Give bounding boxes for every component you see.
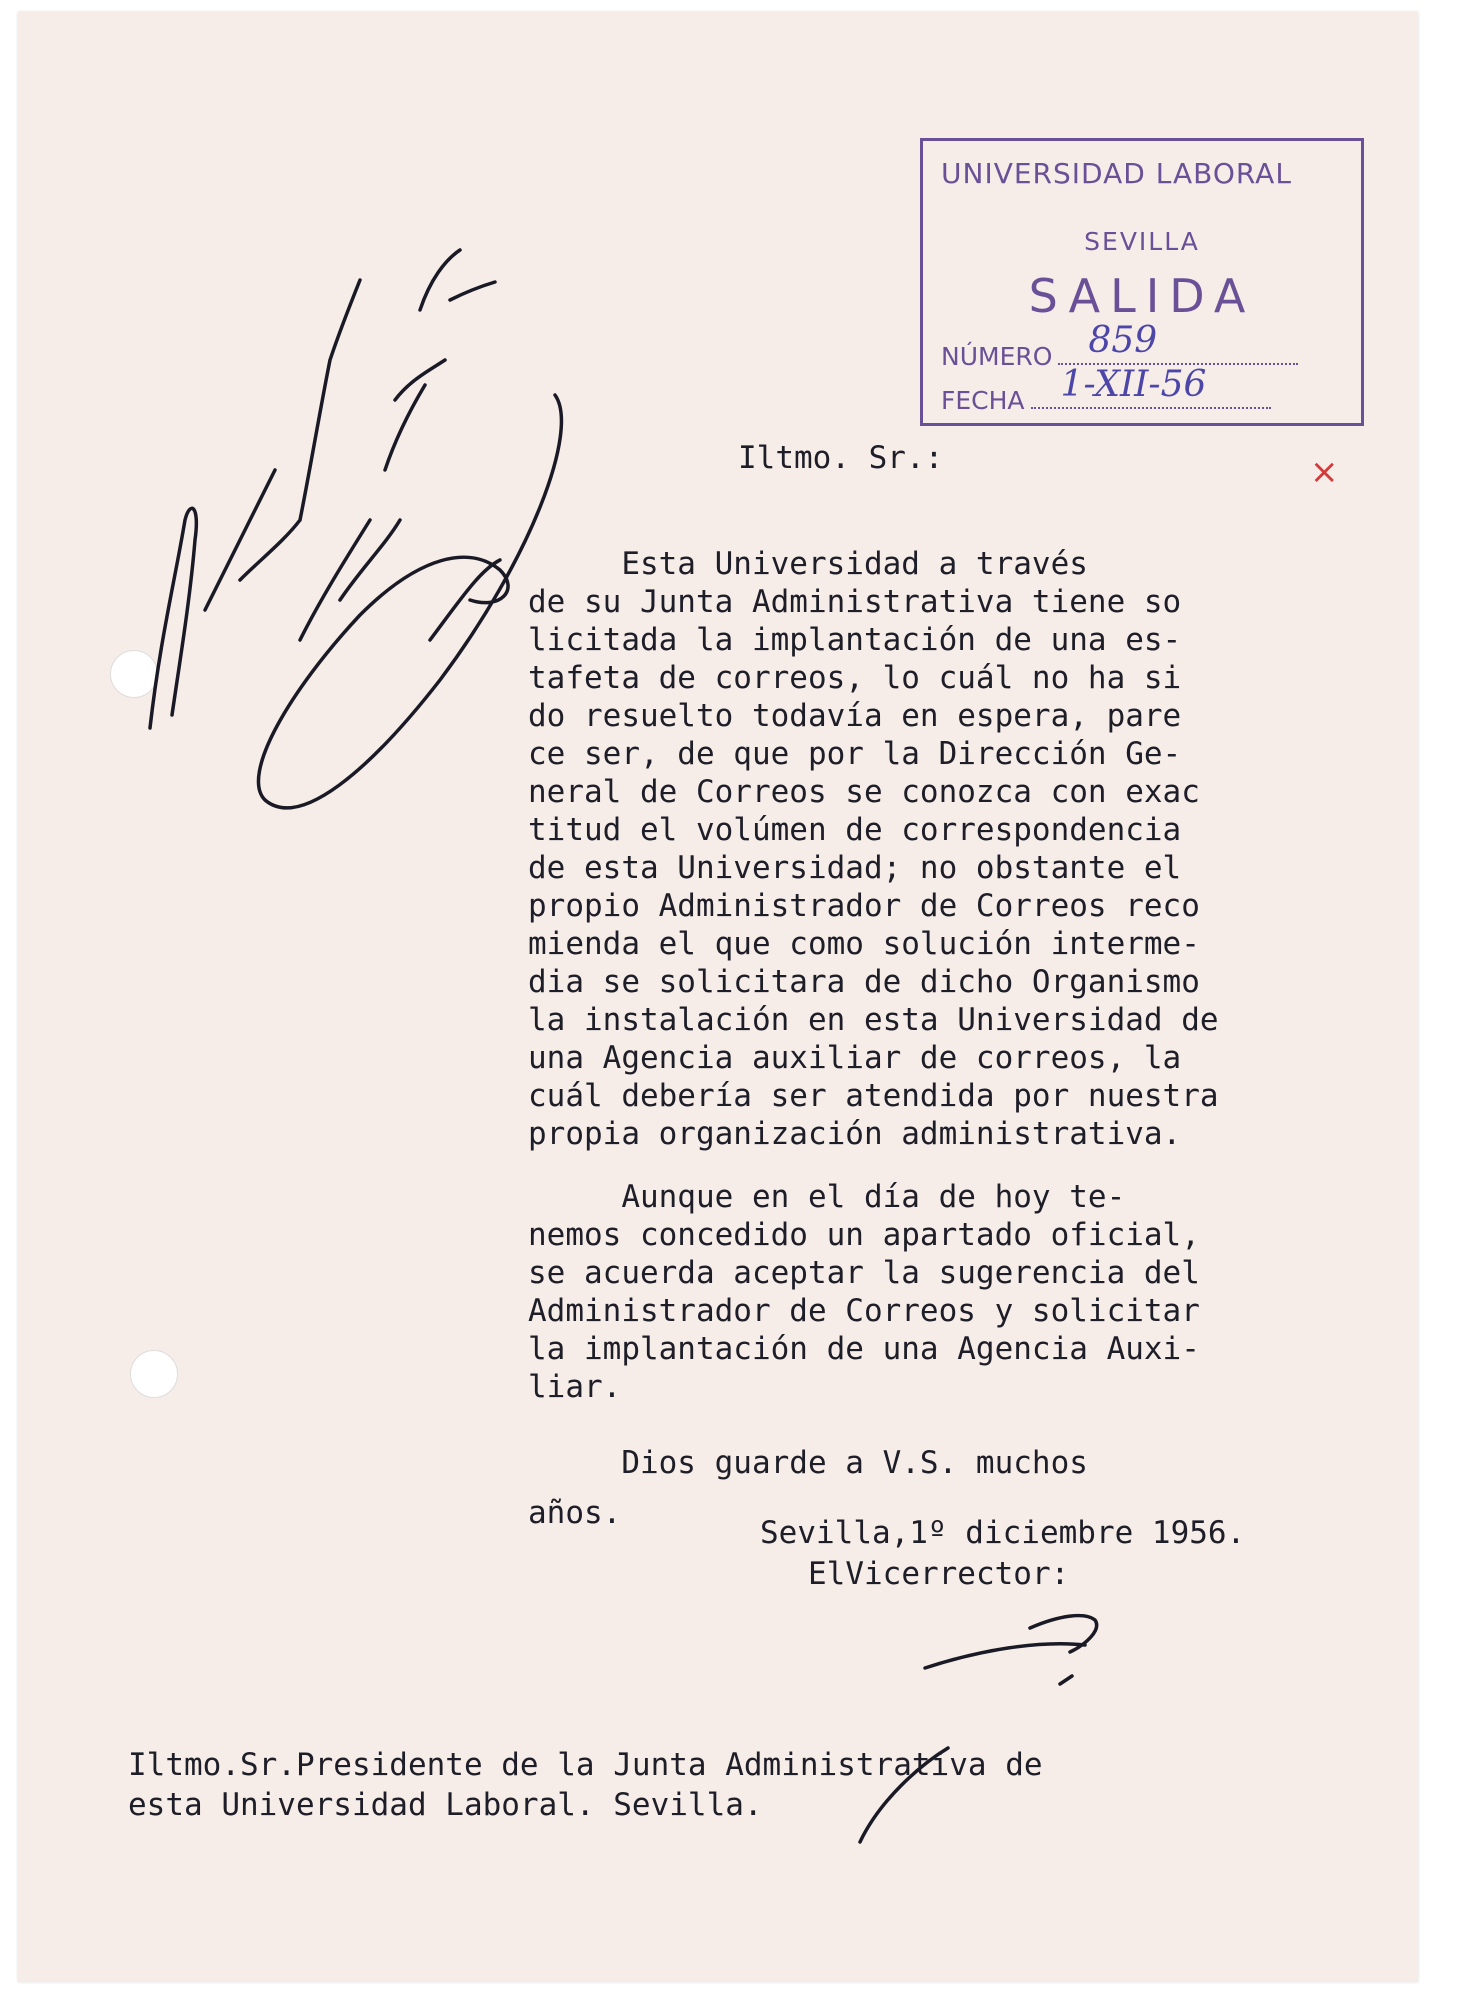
signature-stroke [1030,1616,1097,1652]
paragraph-line: Aunque en el día de hoy te- [528,1179,1126,1215]
paragraph-line: nemos concedido un apartado oficial, [528,1217,1200,1253]
paragraph-line: licitada la implantación de una es- [528,622,1182,658]
signature-stroke [925,1644,1085,1668]
margin-annotation-stroke [150,508,196,728]
addressee-line: esta Universidad Laboral. Sevilla. [128,1787,763,1823]
stamp-number-label: NÚMERO [941,342,1053,371]
salutation: Iltmo. Sr.: [738,440,944,476]
margin-annotation-stroke [420,250,495,310]
margin-annotation-stroke [205,280,360,610]
stamp-organization: UNIVERSIDAD LABORAL [941,157,1292,190]
paragraph-line: cuál debería ser atendida por nuestra [528,1078,1219,1114]
stamp-type: SALIDA [1028,269,1256,323]
paragraph-line: ce ser, de que por la Dirección Ge- [528,736,1182,772]
addressee [128,1745,1328,1825]
paragraph-line: neral de Correos se conozca con exac [528,774,1200,810]
stamp-number-value: 859 [1088,320,1158,361]
paragraph-line: una Agencia auxiliar de correos, la [528,1040,1182,1076]
paragraph-line: la implantación de una Agencia Auxi- [528,1331,1200,1367]
paragraph-2 [528,1178,1388,1406]
paragraph-line: dia se solicitara de dicho Organismo [528,964,1200,1000]
stamp-date-value: 1-XII-56 [1060,364,1207,405]
red-x-mark: × [1310,452,1339,492]
paragraph-line: tafeta de correos, lo cuál no ha si [528,660,1182,696]
paragraph-line: liar. [528,1369,622,1405]
closing-line: Dios guarde a V.S. muchos [528,1445,1088,1481]
paragraph-line: do resuelto todavía en espera, pare [528,698,1182,734]
addressee-line: Iltmo.Sr.Presidente de la Junta Administrativa de [128,1747,1043,1783]
stamp-date-label: FECHA [941,386,1025,415]
stamp-city: SEVILLA [1084,227,1200,256]
signature-stroke [1060,1676,1072,1684]
paragraph-line: de esta Universidad; no obstante el [528,850,1182,886]
place-date: Sevilla,1º diciembre 1956. [760,1515,1246,1551]
paragraph-1 [528,545,1388,1153]
margin-loop-stroke [258,395,561,808]
paragraph-line: Esta Universidad a través [528,546,1088,582]
paragraph-line: de su Junta Administrativa tiene so [528,584,1182,620]
paragraph-line: mienda el que como solución interme- [528,926,1200,962]
paragraph-line: se acuerda aceptar la sugerencia del [528,1255,1200,1291]
margin-flourish-stroke [430,560,500,640]
closing-line: años. [528,1495,622,1531]
paragraph-line: Administrador de Correos y solicitar [528,1293,1200,1329]
paragraph-line: titud el volúmen de correspondencia [528,812,1182,848]
paragraph-line: la instalación en esta Universidad de [528,1002,1219,1038]
signatory-title: ElVicerrector: [808,1556,1070,1592]
paragraph-line: propio Administrador de Correos reco [528,888,1200,924]
paragraph-line: propia organización administrativa. [528,1116,1182,1152]
